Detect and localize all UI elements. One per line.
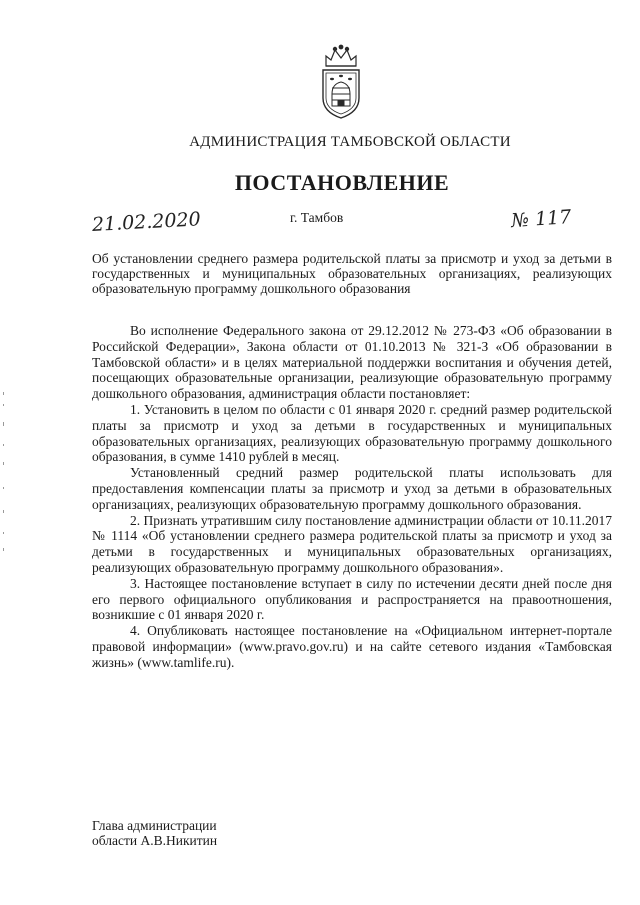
document-date: 21.02.2020 <box>91 208 202 236</box>
item-1-note-paragraph: Установленный средний размер родительской платы использовать для предоставления компенсации платы за присмотр и уход за детьми в образовательных организациях, реализующих образовательную программу дошкольного образования. <box>92 465 612 512</box>
signature-position: Глава администрации <box>92 818 217 833</box>
item-3-paragraph: 3. Настоящее постановление вступает в силу по истечении десяти дней после дня его первого официального опубликования и распространяется на правоотношения, возникшие с 01 января 2020 г. <box>92 575 612 623</box>
signature-name: области А.В.Никитин <box>92 833 218 848</box>
document-body <box>92 323 612 671</box>
item-1-paragraph: 1. Установить в целом по области с 01 января 2020 г. средний размер родительской платы за присмотр и уход за детьми в государственных и муниципальных образовательных организациях, реализующих образовательную программу дошкольного образования, в сумме 1410 рублей в месяц. <box>92 401 612 465</box>
document-city: г. Тамбов <box>290 210 344 225</box>
organization-title: АДМИНИСТРАЦИЯ ТАМБОВСКОЙ ОБЛАСТИ <box>189 134 511 150</box>
document-subject: Об установлении среднего размера родительской платы за присмотр и уход за детьми в государственных и муниципальных образовательных организациях, реализующих образовательную программу дошкольного образования <box>92 251 612 296</box>
scan-margin-marks <box>3 392 5 552</box>
document-number: № 117 <box>510 205 572 233</box>
item-4-paragraph: 4. Опубликовать настоящее постановление на «Официальном интернет-портале правовой информации» (www.pravo.gov.ru) и на сайте сетевого издания «Тамбовская жизнь» (www.tamlife.ru). <box>92 623 612 670</box>
preamble-paragraph: Во исполнение Федерального закона от 29.12.2012 № 273-ФЗ «Об образовании в Российской Федерации», Закона области от 01.10.2013 № 321-З «Об образовании в Тамбовской области» и в целях материальной поддержки воспитания и обучения детей, посещающих образовательные организации, реализующие образовательную программу дошкольного образования, администрация области постановляет: <box>92 323 612 402</box>
signature-block <box>92 818 217 848</box>
document-type-heading: ПОСТАНОВЛЕНИЕ <box>234 170 450 195</box>
item-2-paragraph: 2. Признать утратившим силу постановление администрации области от 10.11.2017 № 1114 «Об установлении среднего размера родительской платы за присмотр и уход за детьми в государственных и муниципальных образовательных организациях, реализующих образовательную программу дошкольного образования». <box>92 512 612 575</box>
coat-of-arms-icon <box>318 44 364 120</box>
